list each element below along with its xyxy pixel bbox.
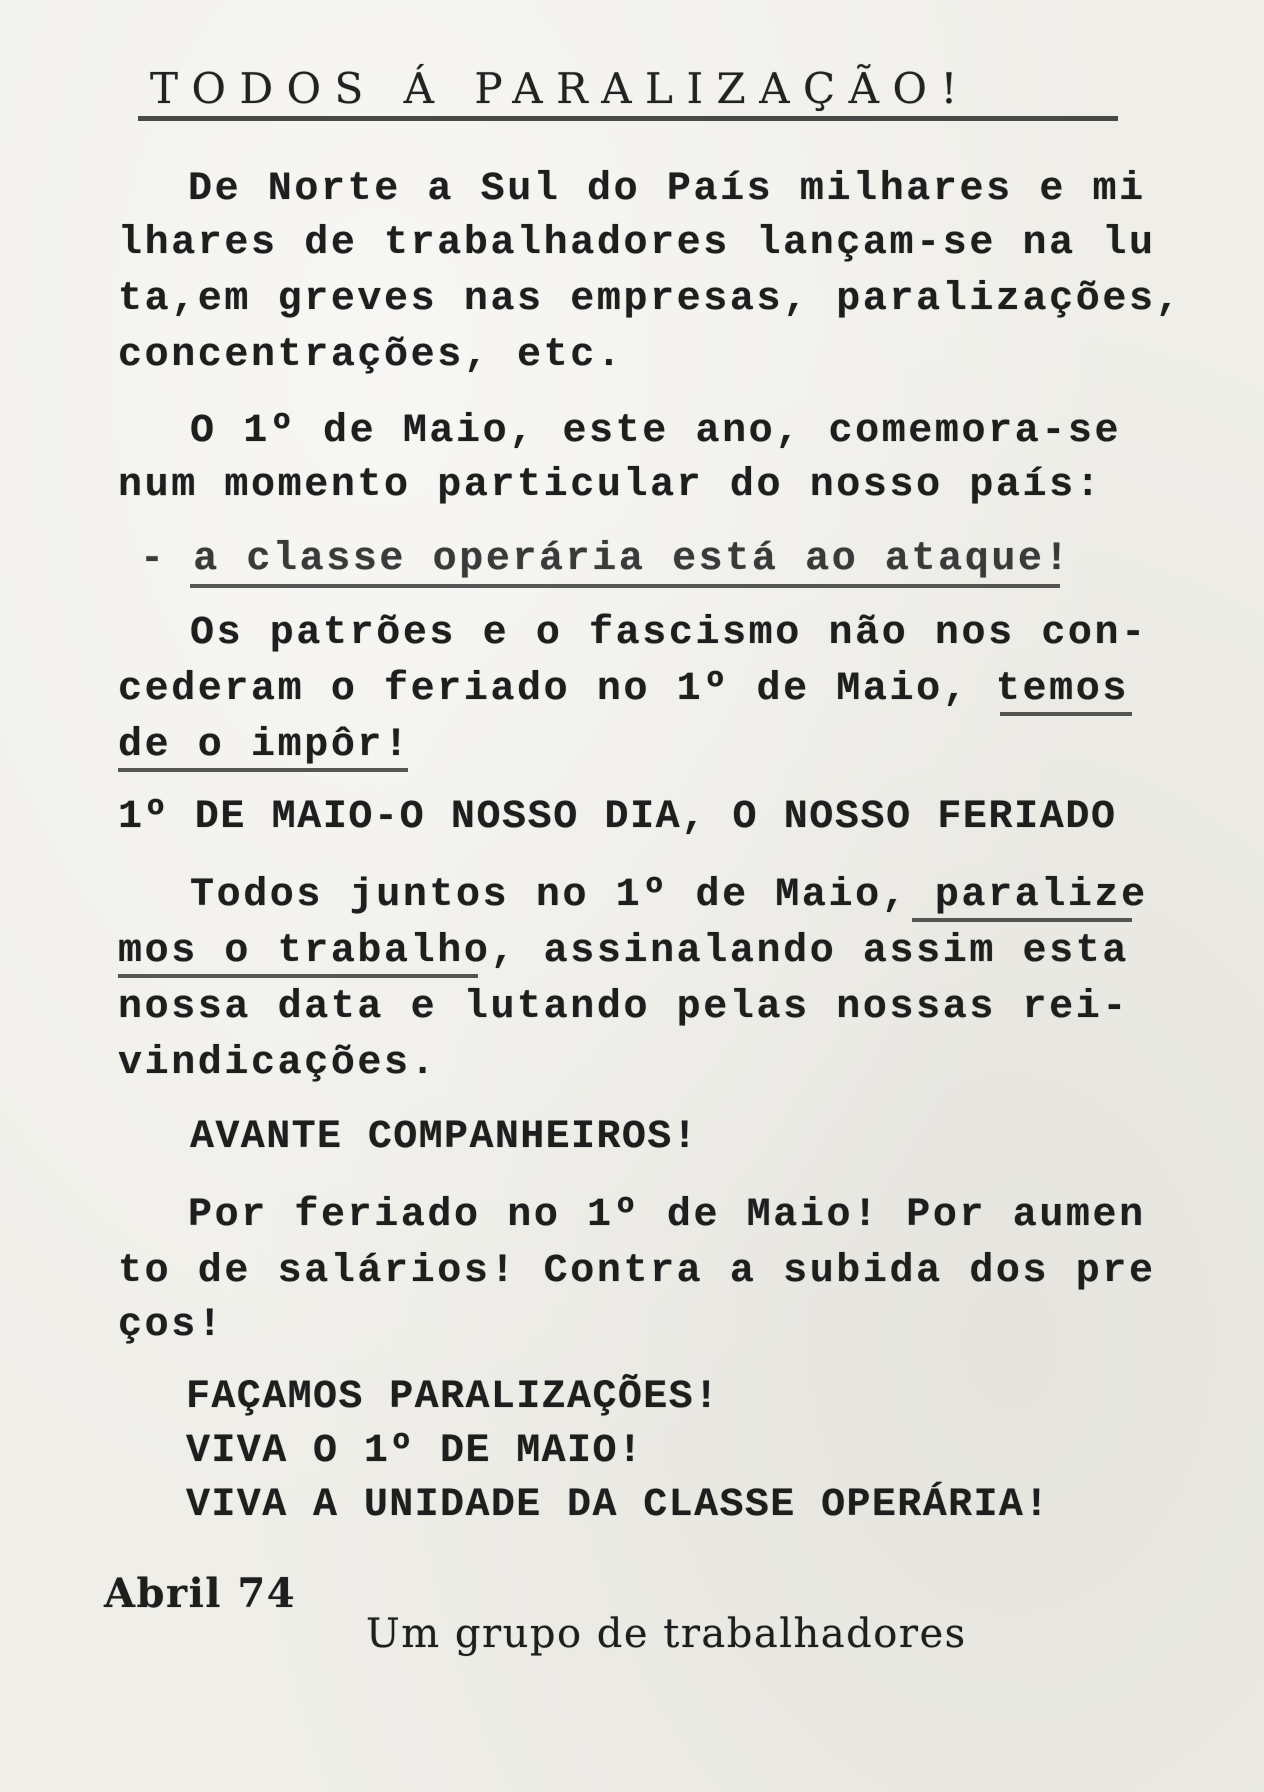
- title-underline: [138, 116, 1118, 121]
- paragraph-3-line-1: Os patrões e o fascismo não nos con-: [190, 611, 1148, 656]
- paragraph-4-line-1: Todos juntos no 1º de Maio, paralize: [190, 873, 1148, 918]
- closing-slogan-1: FAÇAMOS PARALIZAÇÕES!: [186, 1375, 720, 1420]
- paragraph-3-line-2: cederam o feriado no 1º de Maio, temos: [118, 667, 1129, 712]
- paragraph-3-line-3: de o impôr!: [118, 723, 411, 768]
- slogan-attack-underline: [190, 584, 1060, 588]
- closing-slogan-2: VIVA O 1º DE MAIO!: [186, 1429, 644, 1474]
- paragraph-1-line-2: lhares de trabalhadores lançam-se na lu: [118, 221, 1156, 266]
- paragraph-5-line-3: ços!: [118, 1303, 225, 1348]
- slogan-attack: - a classe operária está ao ataque!: [140, 537, 1072, 582]
- paragraph-1-line-1: De Norte a Sul do País milhares e mi: [188, 167, 1146, 212]
- paragraph-1-line-3: ta,em greves nas empresas, paralizações,: [118, 277, 1183, 322]
- paragraph-4-line-3: nossa data e lutando pelas nossas rei-: [118, 985, 1129, 1030]
- slogan-our-day: 1º DE MAIO-O NOSSO DIA, O NOSSO FERIADO: [118, 795, 1117, 840]
- paragraph-2-line-1: O 1º de Maio, este ano, comemora-se: [190, 409, 1122, 454]
- temos-underline: [1000, 712, 1132, 716]
- paragraph-2-line-2: num momento particular do nosso país:: [118, 463, 1103, 508]
- impor-underline: [118, 768, 408, 772]
- leaflet-date: Abril 74: [104, 1570, 297, 1617]
- slogan-forward-comrades: AVANTE COMPANHEIROS!: [190, 1115, 699, 1160]
- paragraph-5-line-1: Por feriado no 1º de Maio! Por aumen: [188, 1193, 1146, 1238]
- paragraph-4-line-2: mos o trabalho, assinalando assim esta: [118, 929, 1129, 974]
- paragraph-4-line-4: vindicações.: [118, 1041, 438, 1086]
- paragraph-1-line-4: concentrações, etc.: [118, 333, 624, 378]
- paralize-underline: [912, 918, 1132, 922]
- paragraph-5-line-2: to de salários! Contra a subida dos pre: [118, 1249, 1156, 1294]
- trabalho-underline: [118, 974, 478, 978]
- leaflet-signature: Um grupo de trabalhadores: [366, 1611, 967, 1657]
- leaflet-title: TODOS Á PARALIZAÇÃO!: [150, 64, 971, 113]
- closing-slogan-3: VIVA A UNIDADE DA CLASSE OPERÁRIA!: [186, 1483, 1050, 1528]
